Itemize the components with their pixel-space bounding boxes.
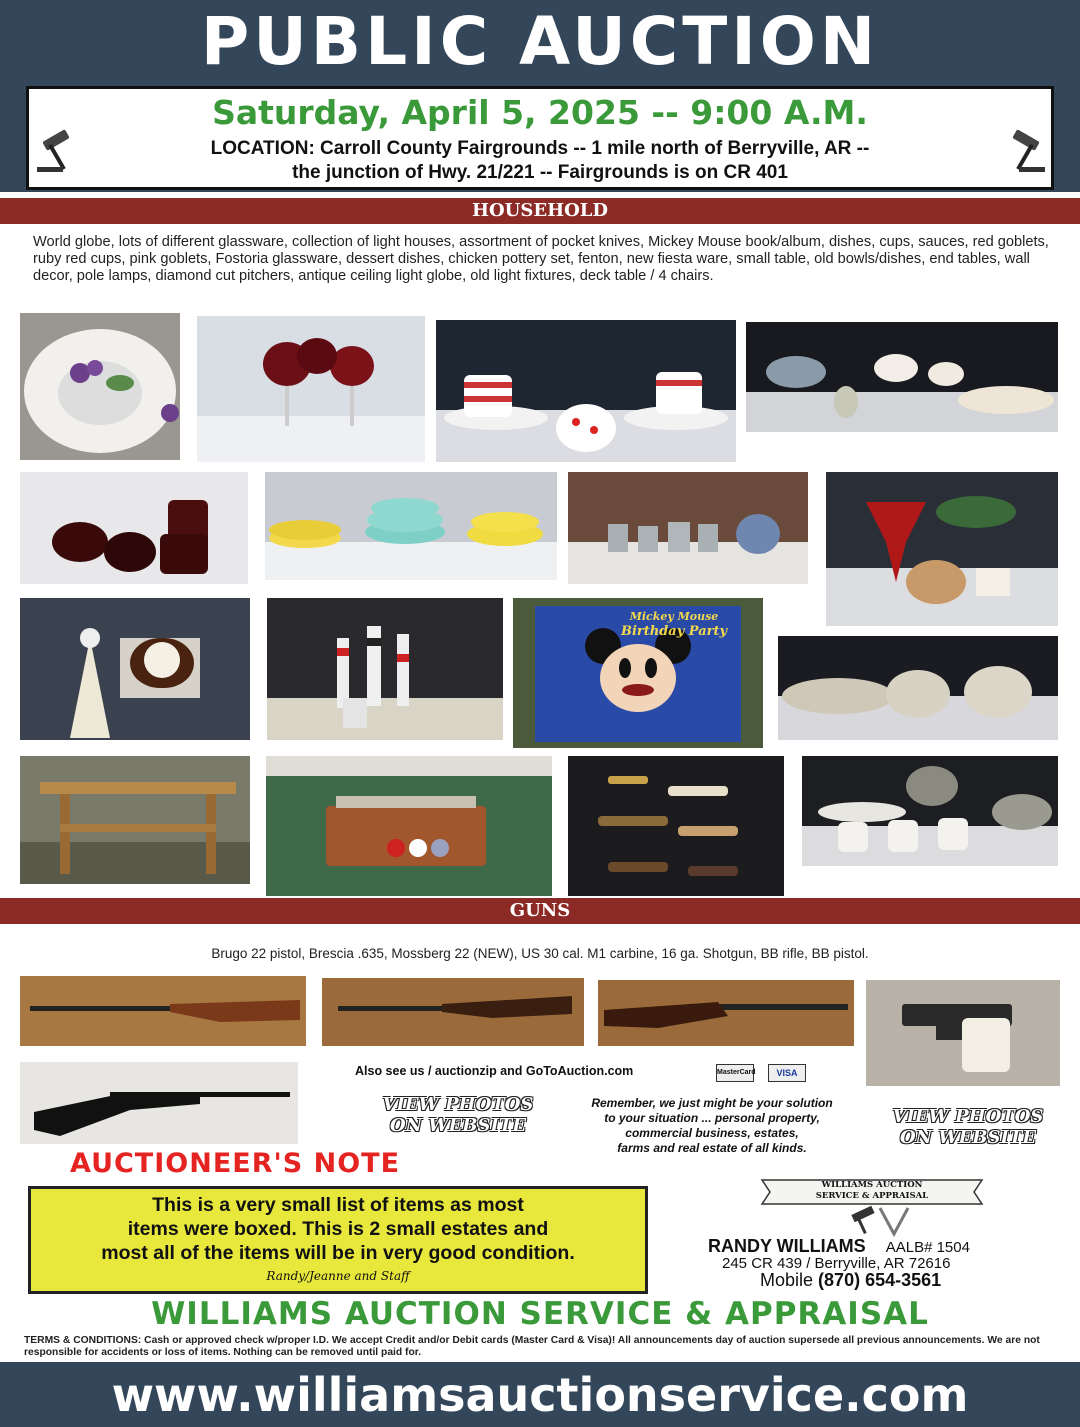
album-title: Mickey Mouse (629, 610, 719, 623)
household-heading-bar (0, 198, 1080, 224)
contact-name-line (708, 1236, 970, 1257)
gavel-icon-left (35, 129, 95, 175)
photo-floral-plate (20, 313, 180, 460)
album-subtitle: Birthday Party (620, 624, 728, 639)
note-text (31, 1193, 645, 1265)
contact-name: RANDY WILLIAMS (708, 1236, 866, 1256)
location-line-1: LOCATION: Carroll County Fairgrounds -- 1 mile north of Berryville, AR -- (210, 138, 870, 159)
household-heading: HOUSEHOLD (471, 200, 609, 221)
remember-text (562, 1096, 862, 1156)
mastercard-logo: MasterCard (716, 1064, 754, 1082)
terms-and-conditions (24, 1335, 1064, 1359)
view-photos-text: VIEW PHOTOS (382, 1094, 534, 1115)
photo-pewter-mugs (568, 472, 808, 584)
location-line-2: the junction of Hwy. 21/221 -- Fairgrounds is on CR 401 (292, 162, 788, 183)
photo-rifle-1 (20, 976, 306, 1046)
note-line: This is a very small list of items as most (152, 1194, 524, 1216)
terms-text: Cash or approved check w/proper I.D. We accept Credit and/or Debit cards (Master Card & Visa)! All announcements day of auction supersede all previous announcements. We are not responsible for accidents or loss of items. Nothing can be removed until paid for. (24, 1335, 1040, 1358)
photo-mickey-album (513, 598, 763, 748)
photo-diamond-cut-pitchers (778, 636, 1058, 740)
remember-line: Remember, we just might be your solution (591, 1096, 833, 1110)
guns-description: Brugo 22 pistol, Brescia .635, Mossberg 22 (NEW), US 30 cal. M1 carbine, 16 ga. Shotgun, BB rifle, BB pistol. (211, 946, 869, 961)
photo-lighthouses (267, 598, 503, 740)
photo-angel-clock (20, 598, 250, 740)
note-line: items were boxed. This is 2 small estates and (127, 1218, 549, 1240)
photo-small-table (20, 756, 250, 884)
gavel-icon-right (987, 129, 1047, 175)
photo-pocket-knives (568, 756, 784, 896)
also-see-text: Also see us / auctionzip and GoToAuction.com (355, 1064, 634, 1078)
auctioneers-note-box (28, 1186, 648, 1294)
company-logo (752, 1176, 992, 1238)
photo-knife-display (266, 756, 552, 896)
website-url[interactable]: www.williamsauctionservice.com (111, 1368, 969, 1422)
photo-red-goblets (197, 316, 425, 462)
photo-fenton-glass (826, 472, 1058, 626)
visa-logo: VISA (768, 1064, 806, 1082)
photo-teacups (802, 756, 1058, 866)
photo-fiesta-ware (265, 472, 557, 580)
remember-line: to your situation ... personal property, (604, 1111, 820, 1125)
photo-fostoria-glassware (746, 322, 1058, 432)
on-website-text: ON WEBSITE (389, 1115, 527, 1136)
remember-line: commercial business, estates, (625, 1126, 799, 1140)
view-photos-text: VIEW PHOTOS (892, 1106, 1044, 1127)
guns-heading-bar (0, 898, 1080, 924)
household-description: World globe, lots of different glassware, collection of light houses, assortment of pocket knives, Mickey Mouse book/album, dishes, cups, sauces, red goblets, ruby red cups, pink goblets, Fostoria glassware, dessert dishes, chicken pottery set, fenton, new fiesta ware, small table, old bowls/dishes, end tables, wall decor, pole lamps, diamond cut pitchers, antique ceiling light globe, old light fixtures, deck table / 4 chairs. (33, 234, 1049, 284)
mobile-number: (870) 654-3561 (818, 1270, 942, 1290)
terms-label: TERMS & CONDITIONS: (24, 1335, 142, 1346)
photo-pistol (866, 980, 1060, 1086)
company-name: WILLIAMS AUCTION SERVICE & APPRAISAL (151, 1296, 929, 1332)
photo-m1-carbine (598, 980, 854, 1046)
photo-ruby-cups (20, 472, 248, 584)
license-number: AALB# 1504 (885, 1239, 970, 1256)
footer-banner (0, 1362, 1080, 1427)
on-website-text: ON WEBSITE (899, 1127, 1037, 1148)
header-banner (0, 0, 1080, 192)
mobile-label: Mobile (760, 1270, 814, 1290)
note-signature: Randy/Jeanne and Staff (266, 1269, 410, 1283)
photo-rifle-2 (322, 978, 584, 1046)
logo-line-2: SERVICE & APPRAISAL (815, 1191, 929, 1201)
auctioneers-note-title: AUCTIONEER'S NOTE (70, 1148, 401, 1179)
guns-heading: GUNS (509, 900, 571, 921)
view-photos-badge-2 (868, 1106, 1068, 1148)
view-photos-badge-1 (358, 1094, 558, 1136)
auction-date: Saturday, April 5, 2025 -- 9:00 A.M. (212, 93, 868, 132)
page-title: PUBLIC AUCTION (200, 3, 880, 80)
remember-line: farms and real estate of all kinds. (617, 1141, 807, 1155)
note-line: most all of the items will be in very good condition. (101, 1242, 575, 1264)
date-location-box (26, 86, 1054, 190)
photo-bb-rifle (20, 1062, 298, 1144)
logo-line-1: WILLIAMS AUCTION (821, 1180, 923, 1190)
contact-mobile-line (760, 1270, 941, 1291)
contact-address: 245 CR 439 / Berryville, AR 72616 (722, 1255, 951, 1272)
photo-red-white-dishes (436, 320, 736, 462)
